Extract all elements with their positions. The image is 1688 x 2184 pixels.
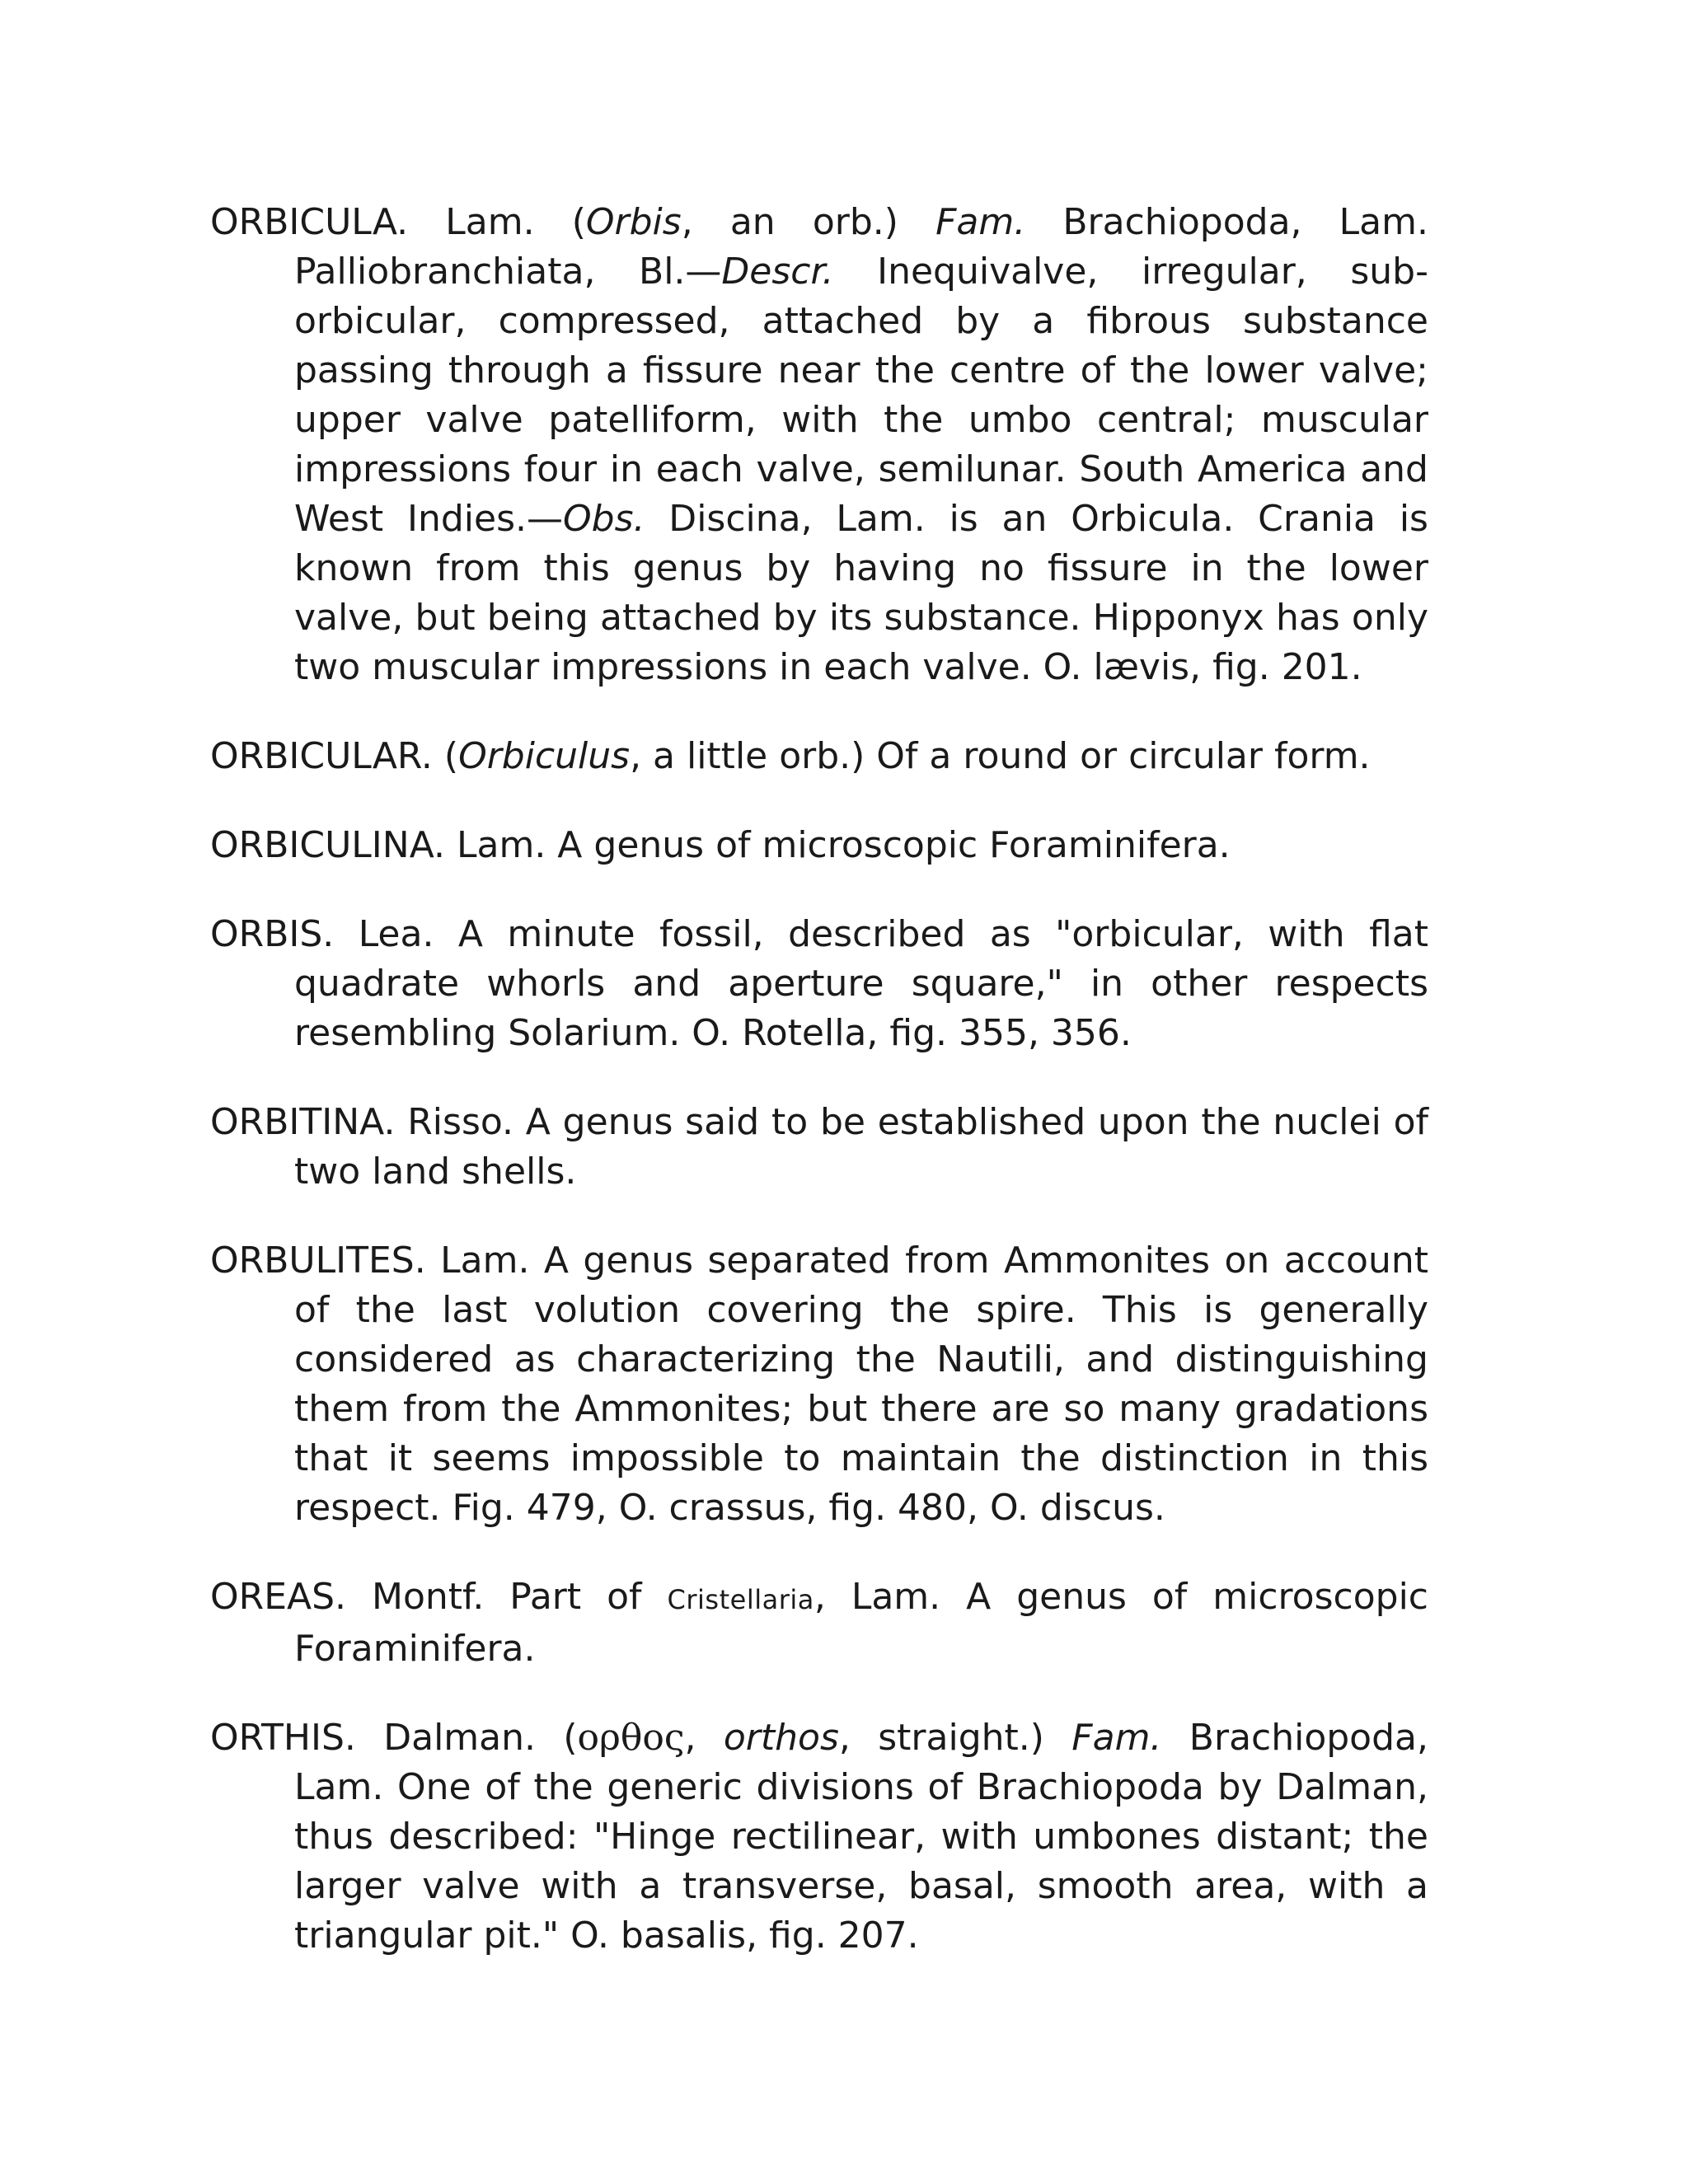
- entry-oreas: [210, 1572, 1428, 1674]
- entry-text: Brachiopoda, Lam. One of the generic divisions of Brachiopoda by Dalman, thus described: "Hinge rectilinear, with umbones distant; the larger valve with a transverse, basal, smooth area, with a triangular pit." O. basalis, fig. 207.: [294, 1717, 1428, 1957]
- etymology-term: orthos: [723, 1717, 839, 1759]
- entry-orthis: [210, 1713, 1428, 1961]
- entry-text: , Lam. A genus of microscopic Foraminifera.: [294, 1576, 1428, 1670]
- entry-text: Brachiopoda, Lam. Palliobranchiata, Bl.—: [294, 201, 1428, 293]
- etymology-term: Orbis: [585, 201, 682, 243]
- family-label: Fam.: [1071, 1717, 1162, 1759]
- entry-text: ORBICULA. Lam. (: [210, 201, 586, 243]
- entry-text: ORBIS. Lea. A minute fossil, described as "orbicular, with flat quadrate whorls and aperture square," in other respects resembling Solarium. O. Rotella, fig. 355, 356.: [210, 913, 1428, 1054]
- entry-text: OREAS. Montf. Part of: [210, 1576, 668, 1618]
- entry-text: , an orb.): [681, 201, 936, 243]
- greek-term: ορθος: [577, 1717, 685, 1759]
- entry-orbicula: [210, 198, 1428, 692]
- entry-text: Inequivalve, irregular, sub-orbicular, compressed, attached by a fibrous substance passing through a fissure near the centre of the lower valve; upper valve patelliform, with the umbo central; muscular impressions four in each valve, semilunar. South America and West Indies.—: [294, 251, 1428, 540]
- etymology-term: Orbiculus: [458, 735, 631, 777]
- entry-orbitina: [210, 1098, 1428, 1197]
- entry-orbulites: [210, 1236, 1428, 1533]
- glossary-page: [210, 198, 1428, 2000]
- family-label: Fam.: [935, 201, 1026, 243]
- entry-text: ORTHIS. Dalman. (: [210, 1717, 578, 1759]
- entry-orbis: [210, 910, 1428, 1058]
- entry-text: ,: [684, 1717, 724, 1759]
- entry-text: ORBITINA. Risso. A genus said to be established upon the nuclei of two land shells.: [210, 1101, 1428, 1193]
- cross-reference: Cristellaria: [667, 1584, 814, 1615]
- entry-orbicular: [210, 732, 1428, 781]
- entry-text: , a little orb.) Of a round or circular form.: [630, 735, 1371, 777]
- entry-text: ORBULITES. Lam. A genus separated from Ammonites on account of the last volution covering the spire. This is generally considered as characterizing the Nautili, and distinguishing them from the Ammonites; but there are so many gradations that it seems impossible to maintain the distinction in this respect. Fig. 479, O. crassus, fig. 480, O. discus.: [210, 1240, 1428, 1529]
- observation-label: Obs.: [563, 498, 645, 540]
- entry-text: Discina, Lam. is an Orbicula. Crania is known from this genus by having no fissure in the lower valve, but being attached by its substance. Hipponyx has only two muscular impressions in each valve. O. lævis, fig. 201.: [294, 498, 1428, 688]
- entry-orbiculina: [210, 821, 1428, 870]
- entry-text: , straight.): [838, 1717, 1072, 1759]
- entry-text: ORBICULAR. (: [210, 735, 459, 777]
- entry-text: ORBICULINA. Lam. A genus of microscopic Foraminifera.: [210, 824, 1231, 866]
- description-label: Descr.: [721, 251, 834, 293]
